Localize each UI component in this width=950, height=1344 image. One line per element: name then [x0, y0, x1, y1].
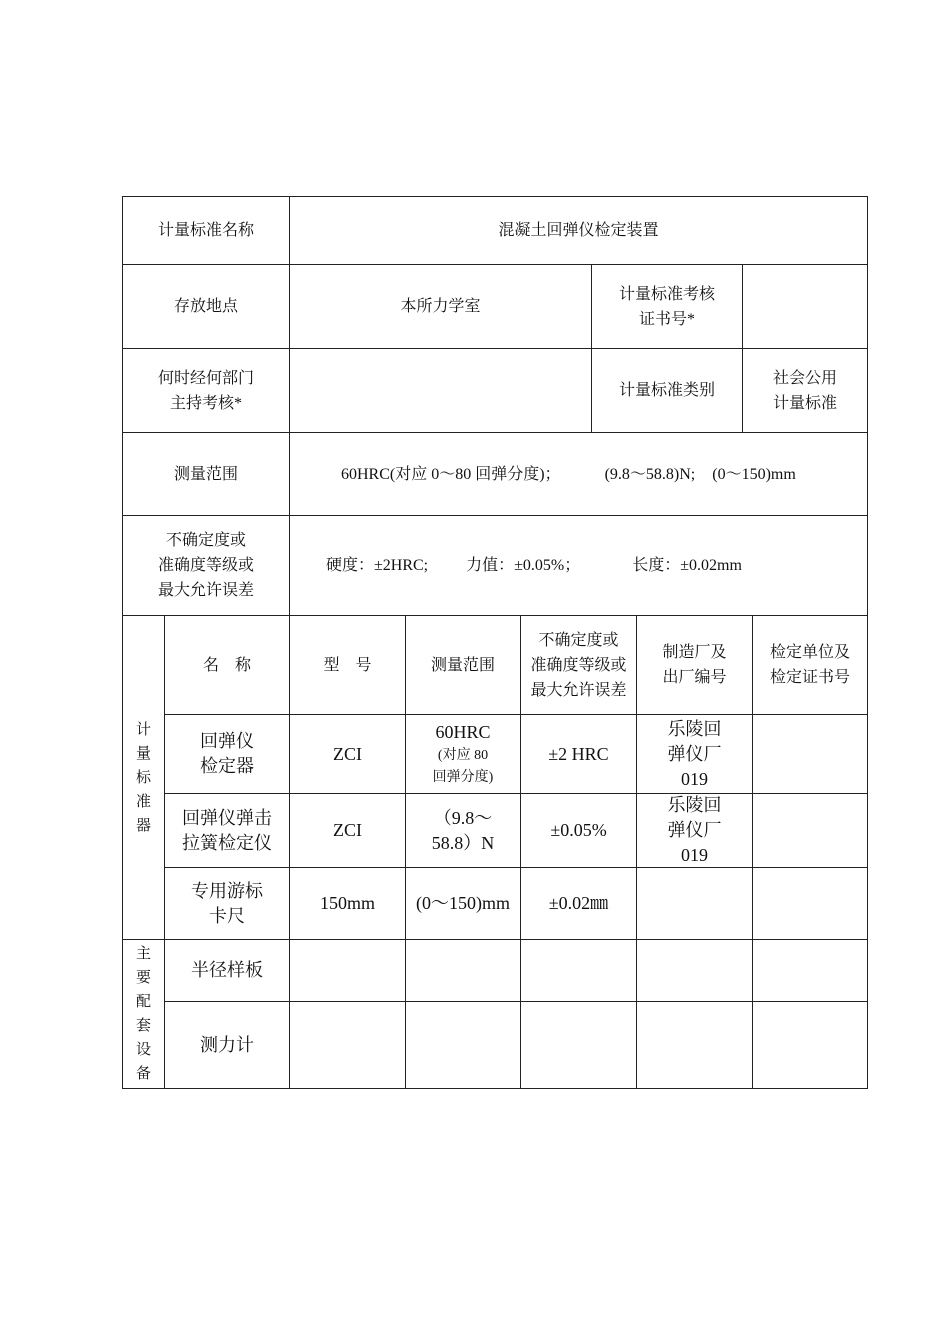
range-line: 60HRC — [435, 721, 491, 742]
table-border-bottom — [122, 1088, 868, 1089]
side-char: 要 — [135, 970, 151, 986]
range-value-length: (0～150)mm — [712, 465, 796, 483]
category-value — [743, 349, 867, 432]
side-char: 计 — [135, 721, 151, 738]
standard-row-verifier — [753, 715, 867, 793]
uncertainty-value-force: 力值：±0.05%； — [466, 557, 581, 574]
maker-line: 019 — [681, 845, 708, 865]
certificate-label-line1: 计量标准考核 — [618, 285, 715, 303]
side-char: 准 — [135, 793, 151, 810]
name-line: 专用游标 — [191, 880, 263, 901]
standard-row-name — [165, 715, 289, 793]
side-char: 套 — [135, 1018, 151, 1034]
location-value: 本所力学室 — [400, 298, 481, 315]
standard-row-range: (0～150)mm — [416, 893, 510, 913]
standard-row-model: ZCI — [333, 820, 362, 840]
standard-row-uncertainty: ±2 HRC — [548, 743, 609, 764]
header-maker-line2: 出厂编号 — [662, 669, 727, 686]
uncertainty-value-length: 长度：±0.02mm — [632, 557, 742, 574]
table-border-right — [867, 196, 868, 1089]
side-char: 配 — [135, 994, 151, 1010]
name-line: 回弹仪弹击 — [182, 807, 272, 828]
equipment-side-label — [123, 940, 164, 1088]
range-line: （9.8～ — [433, 807, 493, 828]
range-value-hardness: 60HRC(对应 0～80 回弹分度)； — [341, 465, 561, 483]
review-label-line1: 何时经何部门 — [157, 369, 254, 387]
standard-row-verifier — [753, 868, 867, 939]
maker-line: 乐陵回 — [667, 795, 722, 815]
side-char: 主 — [135, 946, 151, 962]
standard-row-maker — [637, 868, 752, 939]
range-line: 回弹分度) — [432, 769, 494, 785]
range-label: 测量范围 — [173, 465, 238, 483]
range-value — [290, 433, 867, 515]
side-char: 备 — [135, 1066, 151, 1082]
standard-row-uncertainty: ±0.05% — [550, 820, 607, 840]
header-uncertainty-line3: 最大允许误差 — [530, 681, 627, 699]
maker-line: 弹仪厂 — [667, 743, 722, 764]
standard-row-maker — [637, 715, 752, 793]
standard-row-name — [165, 794, 289, 867]
uncertainty-label — [123, 516, 289, 615]
uncertainty-label-line2: 准确度等级或 — [157, 557, 254, 574]
header-verifier-line2: 检定证书号 — [769, 669, 850, 686]
standard-name-label: 计量标准名称 — [157, 222, 254, 239]
review-label — [123, 349, 289, 432]
side-char: 标 — [135, 769, 151, 786]
review-value — [290, 349, 591, 432]
name-line: 检定器 — [200, 756, 254, 776]
header-name: 名 称 — [202, 656, 251, 674]
certificate-label-line2: 证书号* — [638, 310, 695, 328]
uncertainty-value — [290, 516, 867, 615]
header-model: 型 号 — [323, 656, 372, 674]
header-maker — [637, 616, 752, 714]
equipment-row-name: 半径样板 — [191, 960, 263, 980]
header-verifier — [753, 616, 867, 714]
side-char: 器 — [135, 817, 151, 834]
header-verifier-line1: 检定单位及 — [769, 644, 850, 661]
standards-side-label — [123, 616, 164, 939]
standard-row-range — [406, 715, 520, 793]
name-line: 回弹仪 — [200, 731, 254, 751]
standard-row-name — [165, 868, 289, 939]
review-label-line2: 主持考核* — [169, 394, 242, 412]
standard-row-model: ZCI — [333, 743, 362, 764]
range-line: 58.8）N — [431, 832, 495, 853]
uncertainty-value-hardness: 硬度：±2HRC; — [326, 557, 429, 574]
certificate-label — [592, 265, 742, 348]
equipment-row-name: 测力计 — [200, 1034, 254, 1055]
side-char: 量 — [135, 745, 151, 762]
standard-name-value: 混凝土回弹仪检定装置 — [498, 222, 659, 239]
name-line: 卡尺 — [209, 905, 245, 926]
range-line: (对应 80 — [437, 747, 489, 763]
header-maker-line1: 制造厂及 — [662, 644, 727, 661]
category-label: 计量标准类别 — [618, 382, 715, 399]
standard-row-range — [406, 794, 520, 867]
standard-row-model: 150mm — [319, 893, 375, 913]
range-value-force: (9.8～58.8)N; — [604, 465, 696, 483]
header-uncertainty-line2: 准确度等级或 — [530, 656, 627, 674]
maker-line: 弹仪厂 — [667, 820, 722, 840]
header-range: 测量范围 — [430, 656, 495, 674]
standard-row-uncertainty: ±0.02㎜ — [548, 893, 609, 913]
standard-row-maker — [637, 794, 752, 867]
location-label: 存放地点 — [173, 298, 238, 315]
standard-row-verifier — [753, 794, 867, 867]
name-line: 拉簧检定仪 — [182, 832, 272, 853]
uncertainty-label-line3: 最大允许误差 — [157, 582, 254, 599]
maker-line: 乐陵回 — [667, 718, 722, 739]
certificate-value — [743, 265, 867, 348]
category-value-line2: 计量标准 — [772, 394, 837, 412]
category-value-line1: 社会公用 — [772, 369, 837, 387]
uncertainty-label-line1: 不确定度或 — [165, 532, 246, 549]
header-uncertainty-line1: 不确定度或 — [538, 631, 619, 649]
maker-line: 019 — [681, 768, 708, 789]
side-char: 设 — [135, 1042, 151, 1058]
header-uncertainty — [521, 616, 636, 714]
